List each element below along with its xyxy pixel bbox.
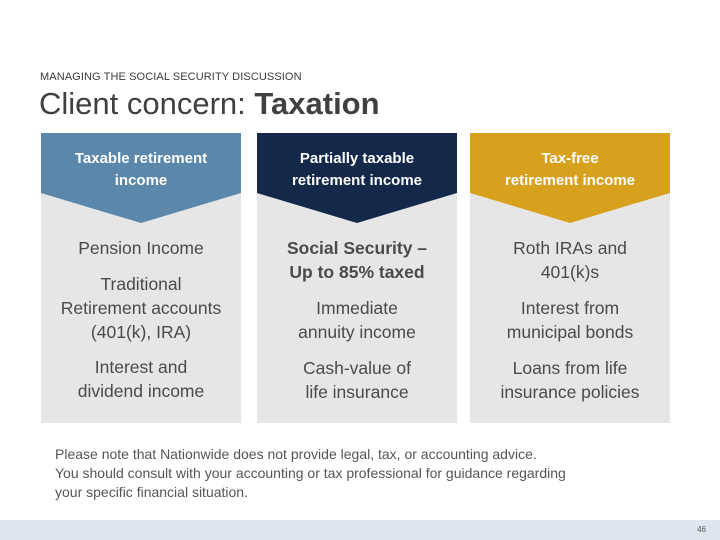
title-prefix: Client concern:	[39, 86, 255, 121]
column-item: Roth IRAs and 401(k)s	[513, 238, 627, 282]
column-header-label: Tax-free retirement income	[504, 150, 636, 189]
column-taxable	[41, 133, 241, 423]
column-item: Immediate annuity income	[298, 298, 416, 342]
column-item: Loans from life insurance policies	[500, 358, 640, 402]
footer-bar	[0, 520, 720, 540]
slide-kicker: MANAGING THE SOCIAL SECURITY DISCUSSION	[40, 71, 302, 83]
column-header-label: Taxable retirement income	[74, 150, 208, 189]
column-partially-taxable	[257, 133, 457, 423]
column-item: Interest from municipal bonds	[506, 298, 634, 342]
column-item: Social Security – Up to 85% taxed	[286, 238, 428, 282]
column-header-label: Partially taxable retirement income	[291, 150, 423, 189]
column-item: Traditional Retirement accounts (401(k), IRA)	[60, 274, 222, 342]
column-tax-free	[470, 133, 670, 423]
column-item: Interest and dividend income	[77, 357, 205, 401]
column-item: Cash-value of life insurance	[303, 358, 411, 402]
title-emphasis: Taxation	[254, 86, 380, 121]
page-number: 46	[697, 525, 706, 534]
disclaimer-text: Please note that Nationwide does not provide legal, tax, or accounting advice. You should consult with your accounting or tax professional for guidance regarding your specific financial situation.	[55, 446, 566, 500]
column-item: Pension Income	[78, 238, 204, 258]
slide-title	[39, 86, 380, 122]
